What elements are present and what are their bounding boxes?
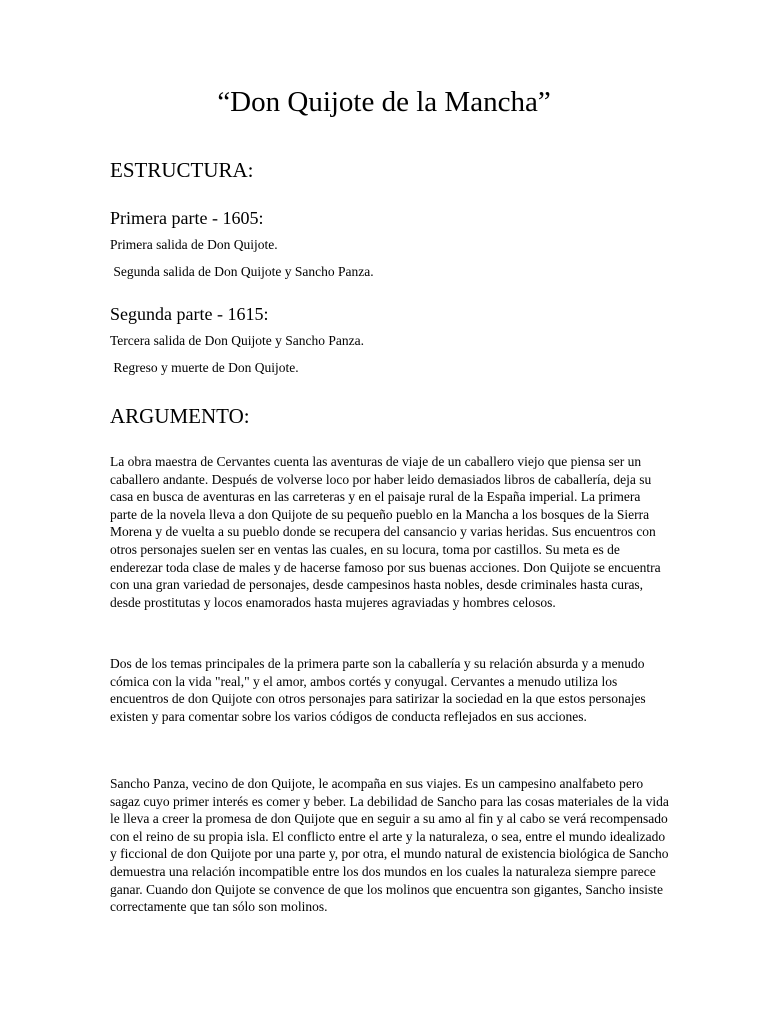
paragraph: La obra maestra de Cervantes cuenta las aventuras de viaje de un caballero viejo que piensa ser un caballero andante. Después de volverse loco por haber leido demasiados libros de caballería, deja su casa en busca de aventuras en las carreteras y en el paisaje rural de la España imperial. La primera parte de la novela lleva a don Quijote de su pequeño pueblo en la Mancha a los bosques de la Sierra Morena y de vuelta a su pueblo donde se recupera del cansancio y varias heridas. Sus encuentros con otros personajes suelen ser en ventas las cuales, en su locura, toma por castillos. Su meta es de enderezar toda clase de males y de hacerse famoso por sus buenas acciones. Don Quijote se encuentra con una gran variedad de personajes, desde campesinos hasta nobles, desde criminales hasta curas, desde prostitutas y locos enamorados hasta mujeres agraviadas y hombres celosos.: [110, 454, 661, 610]
section-heading-argumento: ARGUMENTO:: [110, 404, 250, 428]
list-item: Segunda salida de Don Quijote y Sancho Panza.: [110, 264, 374, 279]
section-heading-estructura: ESTRUCTURA:: [110, 158, 254, 182]
document-title: “Don Quijote de la Mancha”: [217, 86, 551, 118]
list-item: Regreso y muerte de Don Quijote.: [110, 360, 299, 375]
subheading-segunda-parte: Segunda parte - 1615:: [110, 304, 269, 324]
list-item: Primera salida de Don Quijote.: [110, 237, 278, 252]
paragraph: Sancho Panza, vecino de don Quijote, le acompaña en sus viajes. Es un campesino analfabeto pero sagaz cuyo primer interés es comer y beber. La debilidad de Sancho para las cosas materiales de la vida le lleva a creer la promesa de don Quijote que en seguir a su amo al fin y al cabo se verá recompensado con el reino de su propia isla. El conflicto entre el arte y la naturaleza, o sea, entre el mundo idealizado y ficcional de don Quijote por una parte y, por otra, el mundo natural de existencia biológica de Sancho demuestra una relación incompatible entre los dos mundos en los cuales la naturaleza siempre parece ganar. Cuando don Quijote se convence de que los molinos que encuentra son gigantes, Sancho insiste correctamente que tan sólo son molinos.: [110, 776, 669, 915]
subheading-primera-parte: Primera parte - 1605:: [110, 208, 264, 228]
paragraph: Dos de los temas principales de la primera parte son la caballería y su relación absurda y a menudo cómica con la vida "real," y el amor, ambos cortés y conyugal. Cervantes a menudo utiliza los encuentros de don Quijote con otros personajes para satirizar la sociedad en la que estos personajes existen y para comentar sobre los varios códigos de conducta reflejados en sus acciones.: [110, 656, 646, 724]
list-item: Tercera salida de Don Quijote y Sancho Panza.: [110, 333, 364, 348]
